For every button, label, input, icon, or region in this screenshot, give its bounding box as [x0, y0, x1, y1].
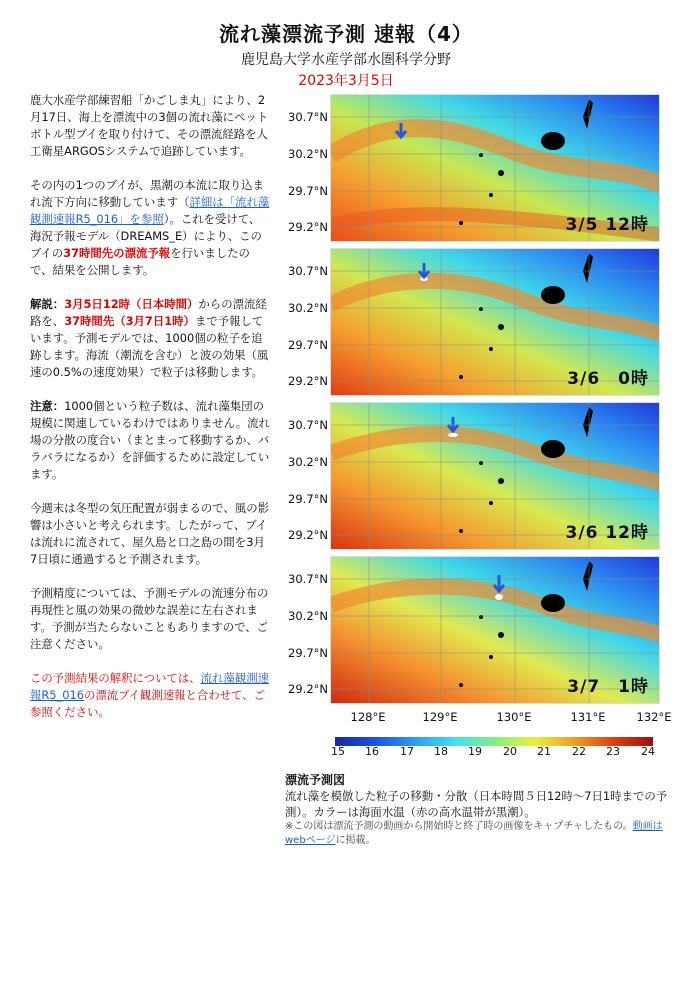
colorbar-tick: 23 — [606, 745, 620, 758]
lat-label: 29.2°N — [288, 374, 328, 388]
lat-label: 29.2°N — [288, 528, 328, 542]
lon-label: 131°E — [570, 710, 606, 724]
lat-label: 30.7°N — [288, 264, 328, 278]
sst-map — [330, 248, 660, 396]
panel-time-label: 3/5 12時 — [565, 215, 649, 235]
lat-label: 30.2°N — [288, 301, 328, 315]
map-panel-1 — [278, 92, 662, 246]
paragraph-weekend: 今週末は冬型の気圧配置が弱まるので、風の影響は小さいと考えられます。したがって、ブイは流れに流されて、屋久島と口之島の間を3月7日頃に通過すると予測されます。 — [30, 501, 269, 566]
colorbar-tick: 15 — [331, 745, 345, 758]
lat-label: 29.2°N — [288, 682, 328, 696]
lat-label: 30.7°N — [288, 110, 328, 124]
lat-label: 29.2°N — [288, 220, 328, 234]
body-text — [30, 92, 270, 738]
sst-map — [330, 402, 660, 550]
lat-label: 30.7°N — [288, 572, 328, 586]
map-panel-4 — [278, 554, 662, 708]
lon-label: 129°E — [422, 710, 458, 724]
caption-title: 漂流予測図 — [285, 773, 346, 787]
header — [0, 0, 692, 90]
lat-label: 30.2°N — [288, 455, 328, 469]
caption-note: ※この図は漂流予測の動画から開始時と終了時の画像をキャプチャしたもの。動画はwebページに掲載。 — [285, 821, 663, 846]
paragraph-explanation: 解説：3月5日12時（日本時間）からの漂流経路を、37時間先（3月7日1時）まで予報しています。予測モデルでは、1000個の粒子を追跡します。海流（潮流を含む）と波の効果（風速の0.5%の速度効果）で粒子は移動します。 — [30, 297, 269, 379]
colorbar-tick: 16 — [365, 745, 379, 758]
map-panel-3 — [278, 400, 662, 554]
sst-map — [330, 94, 660, 242]
lon-label: 132°E — [636, 710, 672, 724]
paragraph-accuracy: 予測精度については、予測モデルの流速分布の再現性と風の効果の微妙な誤差に左右されます。予測が当たらないこともありますので、ご注意ください。 — [30, 586, 269, 651]
lat-label: 29.7°N — [288, 492, 328, 506]
paragraph-intro: 鹿大水産学部練習船「かごしま丸」により、2月17日、海上を漂流中の3個の流れ藻にペットボトル型ブイを取り付けて、その漂流経路を人工衛星ARGOSシステムで追跡しています。 — [30, 93, 269, 158]
colorbar-tick: 22 — [572, 745, 586, 758]
report-link[interactable]: 詳細は「流れ藻観測速報R5_016」を参照 — [30, 195, 270, 226]
colorbar-tick: 18 — [434, 745, 448, 758]
lat-label: 30.2°N — [288, 609, 328, 623]
map-panel-2 — [278, 246, 662, 400]
lon-label: 130°E — [496, 710, 532, 724]
colorbar-tick: 20 — [503, 745, 517, 758]
forecast-highlight: 37時間先の漂流予報 — [63, 246, 171, 260]
drift-maps — [278, 92, 672, 724]
lon-label: 128°E — [350, 710, 386, 724]
paragraph-buoy: その内の1つのブイが、黒潮の本流に取り込まれ流下方向に移動しています（詳細は「流れ藻観測速報R5_016」を参照）。これを受けて、海況予報モデル（DREAMS_E）により、このブイの37時間先の漂流予報を行いましたので、結果を公開します。 — [30, 178, 270, 277]
paragraph-reference: この予測結果の解釈については、流れ藻観測速報R5_016の漂流ブイ観測速報と合わせて、ご参照ください。 — [30, 671, 269, 719]
caption-text: 流れ藻を模倣した粒子の移動・分散（日本時間５日12時〜7日1時までの予測）。カラーは海面水温（赤の高水温帯が黒潮）。 — [285, 789, 668, 819]
lat-label: 30.7°N — [288, 418, 328, 432]
figure-caption — [285, 772, 680, 848]
sst-map — [330, 556, 660, 704]
colorbar-tick: 19 — [468, 745, 482, 758]
report-date: 2023年3月5日 — [298, 73, 394, 89]
video-link[interactable]: 動画はwebページ — [285, 821, 663, 846]
colorbar-tick: 17 — [400, 745, 414, 758]
colorbar-tick: 21 — [537, 745, 551, 758]
r5-016-link[interactable]: 流れ藻観測速報R5_016 — [30, 671, 269, 702]
organization: 鹿児島大学水産学部水圏科学分野 — [241, 52, 451, 68]
lat-label: 30.2°N — [288, 147, 328, 161]
colorbar-tick: 24 — [641, 745, 655, 758]
lat-label: 29.7°N — [288, 338, 328, 352]
panel-time-label: 3/7 1時 — [567, 677, 649, 697]
page-title: 流れ藻漂流予測 速報（4） — [219, 22, 473, 46]
lat-label: 29.7°N — [288, 646, 328, 660]
panel-time-label: 3/6 0時 — [567, 369, 649, 389]
paragraph-caution: 注意：1000個という粒子数は、流れ藻集団の規模に関連しているわけではありません。流れ場の分散の度合い（まとまって移動するか、バラバラになるか）を評価するために設定しています。 — [30, 399, 270, 481]
lat-label: 29.7°N — [288, 184, 328, 198]
lon-axis — [330, 710, 672, 726]
panel-time-label: 3/6 12時 — [565, 523, 649, 543]
